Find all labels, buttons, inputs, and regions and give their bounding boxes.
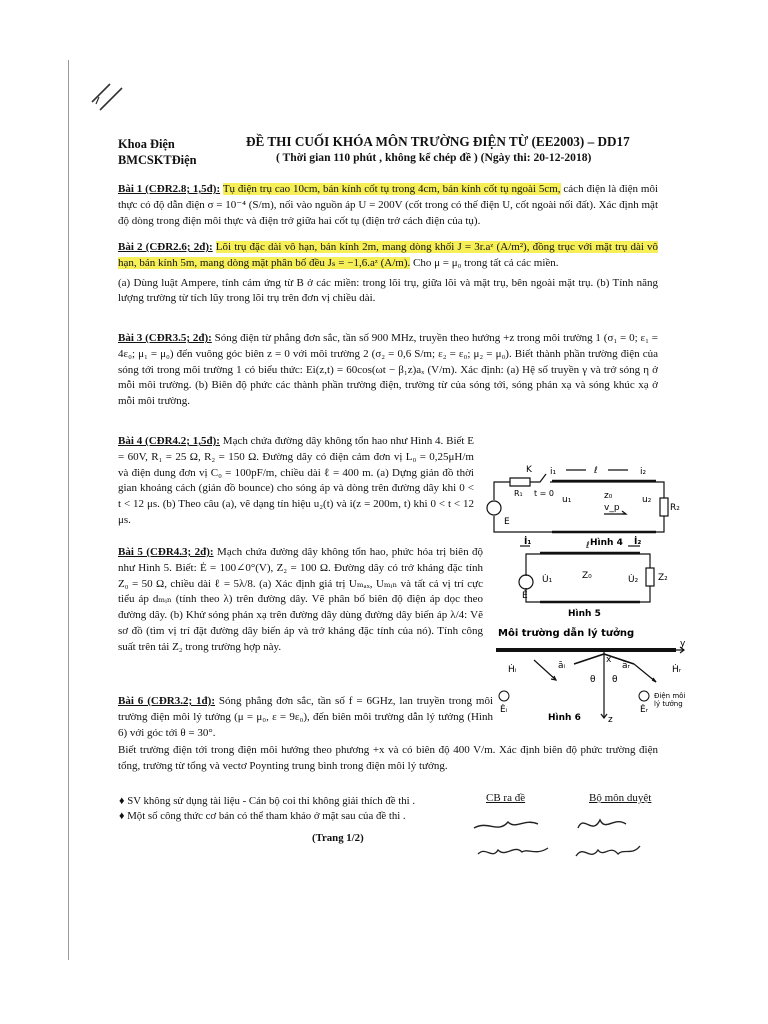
fig5-label-i2: İ₂ (634, 537, 642, 547)
problem-6-label: Bài 6 (CĐR3.2; 1đ): (118, 695, 215, 707)
fig6-caption: Hình 6 (548, 713, 581, 723)
problem-2-highlight: Lõi trụ đặc dài vô hạn, bán kính 2m, mang dòng khối J = 3r.aᶻ (A/m²), đồng trục với mặt trụ dài vô hạn, bán kính 5m, mang dòng mặt phân bố đều Jₛ = −1,6.aᶻ (A/m). (118, 241, 659, 269)
fig5-label-u1: U̇₁ (542, 575, 553, 585)
problem-6-continued: Biết trường điện tới trong điện môi hướng theo phương +x và có biên độ 400 V/m. Xác định biên độ phức trường điện tổng, trường từ tổng và vectơ Poynting trung bình trong điện môi lý tưởng. (118, 744, 658, 772)
fig4-caption: Hình 4 (590, 538, 623, 546)
fig4-label-u2: u₂ (642, 495, 652, 505)
problem-1-text: cách điện là điện môi thực có độ dẫn điện σ = 10⁻⁴ (S/m), nối vào nguồn áp U = 200V (cốt trong có thế điện U, cốt ngoài nối đất). Xác định mật độ dòng trong điện môi thực và điện trở giữa hai cốt tụ (điện trở cách điện của tụ). (118, 183, 658, 227)
faculty-name: Khoa Điện (118, 137, 175, 151)
footer-note-2: ♦ Một số công thức cơ bản có thể tham khảo ở mặt sau của đề thi . (119, 810, 406, 822)
fig6-label-x: x (606, 655, 612, 665)
problem-2-text: Cho μ = μ₀ trong tất cả các miền. (413, 256, 559, 269)
fig6-dielectric-label: Điện môi (654, 692, 686, 700)
fig4-label-l: ℓ (594, 466, 598, 476)
problem-2-questions: (a) Dùng luật Ampere, tính cảm ứng từ B ở các miền: trong lõi trụ, giữa lõi và mặt trụ, bên ngoài mặt trụ. (b) Tính năng lượng trường từ tích lũy trong lõi trụ trên đơn vị chiều dài. (118, 276, 658, 305)
fig6-label-theta-i: θ (590, 675, 596, 685)
problem-5 (118, 545, 483, 656)
fig5-label-z0: Z₀ (582, 571, 592, 581)
problem-6-text: Sóng phẳng đơn sắc, tần số f = 6GHz, lan truyền trong môi trường điện môi lý tưởng (μ = μ₀, ε = 9ε₀), đến biên môi trường dẫn lý tưởng (Hình 6) với góc tới θ = 30°. (118, 695, 494, 739)
fig4-label-r2: R₂ (670, 503, 680, 513)
fig6-label-theta-r: θ (612, 675, 618, 685)
fig6-label-ei: Ėᵢ (500, 705, 508, 715)
problem-1-highlight: Tụ điện trụ cao 10cm, bán kính cốt tụ trong 4cm, bán kính cốt tụ ngoài 5cm, (222, 183, 561, 195)
bo-mon-duyet-label: Bộ môn duyệt (589, 792, 652, 804)
fig4-label-i2: i₂ (640, 467, 647, 477)
figure-6-diagram (494, 624, 690, 724)
fig5-label-z2: Z₂ (658, 573, 668, 583)
cb-ra-de-label: CB ra đề (486, 792, 526, 804)
fig5-label-u2: U̇₂ (628, 575, 639, 585)
fig4-label-vp: v_p (604, 503, 620, 513)
signature-bm (570, 806, 650, 868)
fig4-label-t0: t = 0 (534, 489, 555, 498)
problem-5-text: Mạch chứa đường dây không tổn hao, phức hóa trị biên độ như Hình 5. Biết: Ė = 100∠0°(V), Z₂ = 100 Ω. Đường dây có trở kháng đặc tính Z₀ = 50 Ω, chiều dài ℓ = 5λ/8. (a) Xác định giá trị Uₘₐₓ, Uₘᵢₙ và tất cả vị trí cực tiểu áp dₘᵢₙ (tính theo λ) trên đường dây. Vẽ phân bố biên độ điện áp dọc theo đường dây. (b) Khử sóng phản xạ trên đường dây dùng đường dây biến áp λ/4: Vẽ sơ đồ (tìm vị trí đặt đường dây biến áp và trở kháng đặc tính của nó). Tính công suất trên tải Z₂ trong trường hợp này. (118, 546, 484, 653)
problem-4-label: Bài 4 (CĐR4.2; 1,5đ): (118, 435, 220, 447)
fig5-caption: Hình 5 (568, 609, 601, 618)
fig4-label-i1: i₁ (550, 467, 557, 477)
fig5-label-l: ℓ (586, 541, 590, 551)
problem-2-label: Bài 2 (CĐR2.6; 2đ): (118, 241, 213, 253)
problem-1 (118, 182, 658, 229)
fig6-label-y: y (680, 639, 686, 649)
problem-3-label: Bài 3 (CĐR3.5; 2đ): (118, 332, 212, 344)
fig4-label-u1: u₁ (562, 495, 572, 505)
exam-subtitle: ( Thời gian 110 phút , không kể chép đề ) (Ngày thi: 20-12-2018) (276, 151, 592, 164)
fig6-dielectric-label-2: lý tưởng (654, 700, 683, 708)
footer-note-1: ♦ SV không sử dụng tài liệu - Cán bộ coi thi không giải thích đề thi . (119, 795, 416, 807)
fig6-label-ar: āᵣ (622, 661, 630, 671)
fig5-label-e: Ė (522, 591, 528, 601)
fig4-label-z0: z₀ (604, 491, 613, 501)
fig6-label-er: Ėᵣ (640, 705, 649, 715)
problem-4 (118, 434, 474, 529)
fig5-label-i1: İ₁ (524, 537, 532, 547)
page-edge (68, 60, 69, 960)
problem-1-label: Bài 1 (CĐR2.8; 1,5đ): (118, 183, 221, 195)
problem-4-text: Mạch chứa đường dây không tổn hao như Hình 4. Biết E = 60V, R₁ = 25 Ω, R₂ = 150 Ω. Đường dây có điện cảm đơn vị L₀ = 0,25μH/m và điện dung đơn vị C₀ = 100pF/m, chiều dài ℓ = 400 m. (a) Dựng giản đồ thời gian khoảng cách (giản đồ bounce) cho sóng áp và dòng trên đường dây khi 0 < t < 12 μs. (b) Theo câu (a), vẽ dạng tín hiệu u₂(t) và i(z = 200m, t) khi 0 < t < 12 μs. (118, 435, 474, 526)
fig6-label-ai: āᵢ (558, 661, 566, 671)
page-number: (Trang 1/2) (312, 832, 364, 844)
problem-6 (118, 694, 493, 741)
fig6-label-hi: Ḣᵢ (508, 665, 517, 675)
figure-4-circuit (486, 454, 686, 546)
problem-5-label: Bài 5 (CĐR4.3; 2đ): (118, 546, 214, 558)
problem-3 (118, 331, 658, 410)
fig4-label-k: K (526, 465, 532, 475)
fig6-label-z: z (608, 715, 613, 724)
signature-cb (468, 808, 558, 868)
exam-title: ĐỀ THI CUỐI KHÓA MÔN TRƯỜNG ĐIỆN TỪ (EE2003) – DD17 (246, 134, 630, 149)
fig6-label-hr: Ḣᵣ (672, 665, 682, 675)
fig4-label-e: E (504, 517, 510, 527)
header-left (118, 136, 196, 168)
figure-5-circuit (510, 536, 670, 618)
fig4-label-r1: R₁ (514, 489, 523, 498)
problem-3-text: Sóng điện từ phẳng đơn sắc, tần số 900 MHz, truyền theo hướng +z trong môi trường 1 (σ₁ = 0; ε₁ = 4ε₀; μ₁ = μ₀) đến vuông góc biên z = 0 với môi trường 2 (σ₂ = 0,6 S/m; ε₂ = ε₀; μ₂ = μ₀). Biết thành phần trường điện của sóng tới trong môi trường 1 có biểu thức: Ei(z,t) = 60cos(ωt − β₁z)aₓ (V/m). Xác định: (a) Hệ số truyền γ và trở sóng η ở mỗi môi trường. (b) Biên độ phức các thành phần trường điện, trường từ của sóng tới, sóng phản xạ và sóng khúc xạ ở mỗi môi trường. (118, 332, 659, 408)
department-name: BMCSKTĐiện (118, 153, 197, 167)
fig6-title: Môi trường dẫn lý tưởng (498, 628, 635, 639)
problem-2 (118, 240, 658, 307)
pen-scratch-mark (86, 72, 130, 116)
